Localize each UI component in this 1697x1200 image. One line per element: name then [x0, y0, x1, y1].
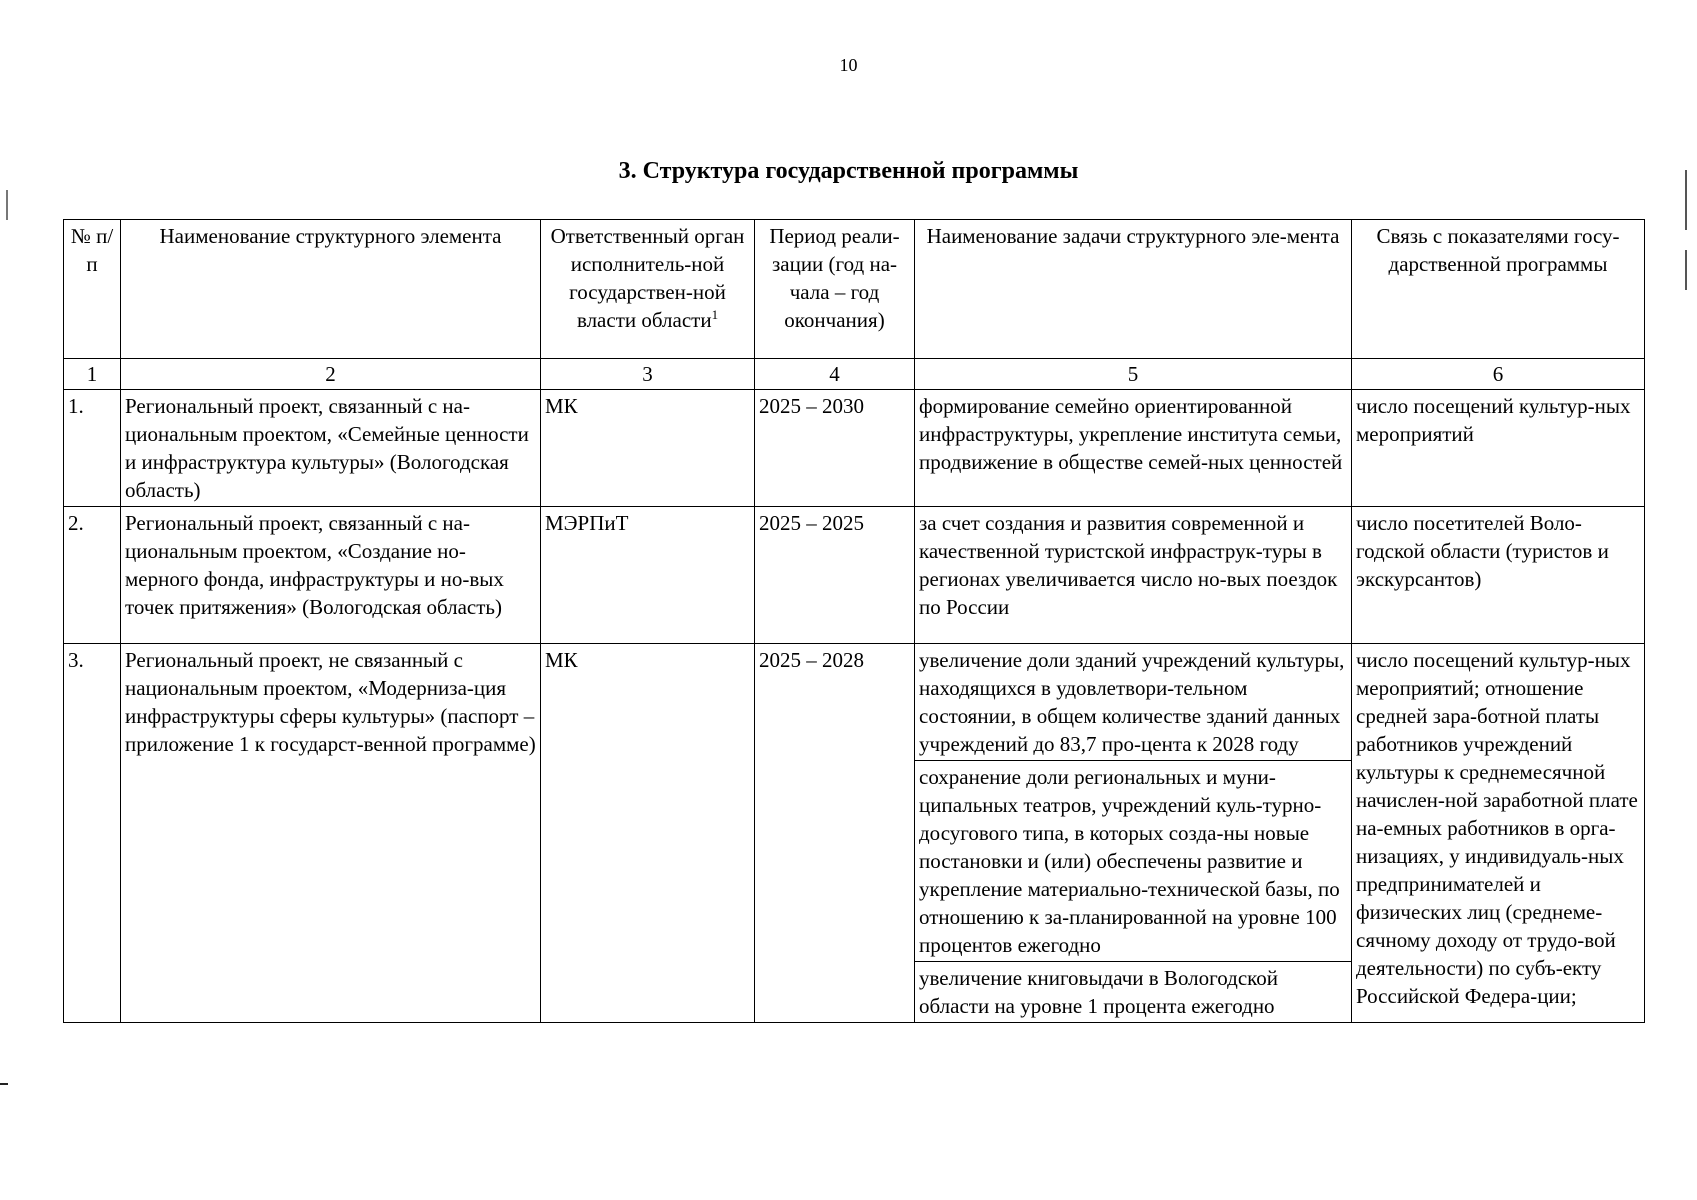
- responsible-org: МК: [541, 644, 755, 1023]
- scan-edge-mark: [1685, 170, 1687, 230]
- column-number: 2: [121, 359, 541, 390]
- indicators: число посещений культур-ных мероприятий; отношение средней зара-ботной платы работников учреждений культуры к среднемесячной начислен-ной заработной плате на-емных работников в орга-низациях, у индивидуаль-ных предпринимателей и физических лиц (среднеме-сячному доходу от трудо-вой деятельности) по субъ-екту Российской Федера-ции;: [1352, 644, 1645, 1023]
- task-name: формирование семейно ориентированной инфраструктуры, укрепление института семьи, продвижение в обществе семей-ных ценностей: [915, 390, 1352, 507]
- header-number: № п/п: [64, 220, 121, 359]
- scan-edge-mark: [0, 1083, 8, 1085]
- column-number: 4: [755, 359, 915, 390]
- scan-edge-mark: [1685, 250, 1687, 290]
- period: 2025 – 2025: [755, 507, 915, 644]
- column-numbering-row: [64, 359, 1645, 390]
- header-task-name: Наименование задачи структурного эле-мента: [915, 220, 1352, 359]
- header-element-name: Наименование структурного элемента: [121, 220, 541, 359]
- task-name: увеличение доли зданий учреждений культуры, находящихся в удовлетвори-тельном состоянии, в общем количестве зданий данных учреждений до 83,7 про-цента к 2028 году: [915, 644, 1351, 761]
- row-number: 2.: [64, 507, 121, 644]
- task-name: увеличение книговыдачи в Вологодской области на уровне 1 процента ежегодно: [919, 966, 1279, 1018]
- task-name: за счет создания и развития современной и качественной туристской инфраструк-туры в регионах увеличивается число но-вых поездок по России: [915, 507, 1352, 644]
- responsible-org: МК: [541, 390, 755, 507]
- header-responsible-org: Ответственный орган исполнитель-ной государствен-ной власти области$^1$: [541, 220, 755, 359]
- period: 2025 – 2030: [755, 390, 915, 507]
- responsible-org: МЭРПиТ: [541, 507, 755, 644]
- element-name: Региональный проект, связанный с на-циональным проектом, «Создание но-мерного фонда, инфраструктуры и но-вых точек притяжения» (Вологодская область): [121, 507, 541, 644]
- period: 2025 – 2028: [755, 644, 915, 1023]
- task-list: [915, 644, 1352, 1023]
- row-number: 3.: [64, 644, 121, 1023]
- table-row: [64, 507, 1645, 644]
- header-indicators: Связь с показателями госу-дарственной программы: [1352, 220, 1645, 359]
- header-period: Период реали-зации (год на-чала – год окончания): [755, 220, 915, 359]
- page-title: 3. Структура государственной программы: [618, 158, 1079, 184]
- column-number: 6: [1352, 359, 1645, 390]
- indicators: число посещений культур-ных мероприятий: [1352, 390, 1645, 507]
- structure-table: [63, 219, 1645, 1023]
- row-number: 1.: [64, 390, 121, 507]
- table-header-row: [64, 220, 1645, 359]
- table-row: [64, 390, 1645, 507]
- column-number: 1: [64, 359, 121, 390]
- element-name: Региональный проект, не связанный с национальным проектом, «Модерниза-ция инфраструктуры сферы культуры» (паспорт – приложение 1 к государст-венной программе): [121, 644, 541, 1023]
- footnote-mark: 1: [711, 307, 719, 322]
- column-number: 3: [541, 359, 755, 390]
- table-row: [64, 644, 1645, 1023]
- page-number: 10: [839, 55, 858, 75]
- task-name: сохранение доли региональных и муни-ципальных театров, учреждений куль-турно-досугового типа, в которых созда-ны новые постановки и (или) обеспечены развитие и укрепление материально-технической базы, по отношению к за-планированной на уровне 100 процентов ежегодно: [915, 761, 1351, 962]
- scan-edge-mark: [6, 190, 8, 220]
- indicators: число посетителей Воло-годской области (туристов и экскурсантов): [1352, 507, 1645, 644]
- element-name: Региональный проект, связанный с на-циональным проектом, «Семейные ценности и инфраструктура культуры» (Вологодская область): [121, 390, 541, 507]
- column-number: 5: [915, 359, 1352, 390]
